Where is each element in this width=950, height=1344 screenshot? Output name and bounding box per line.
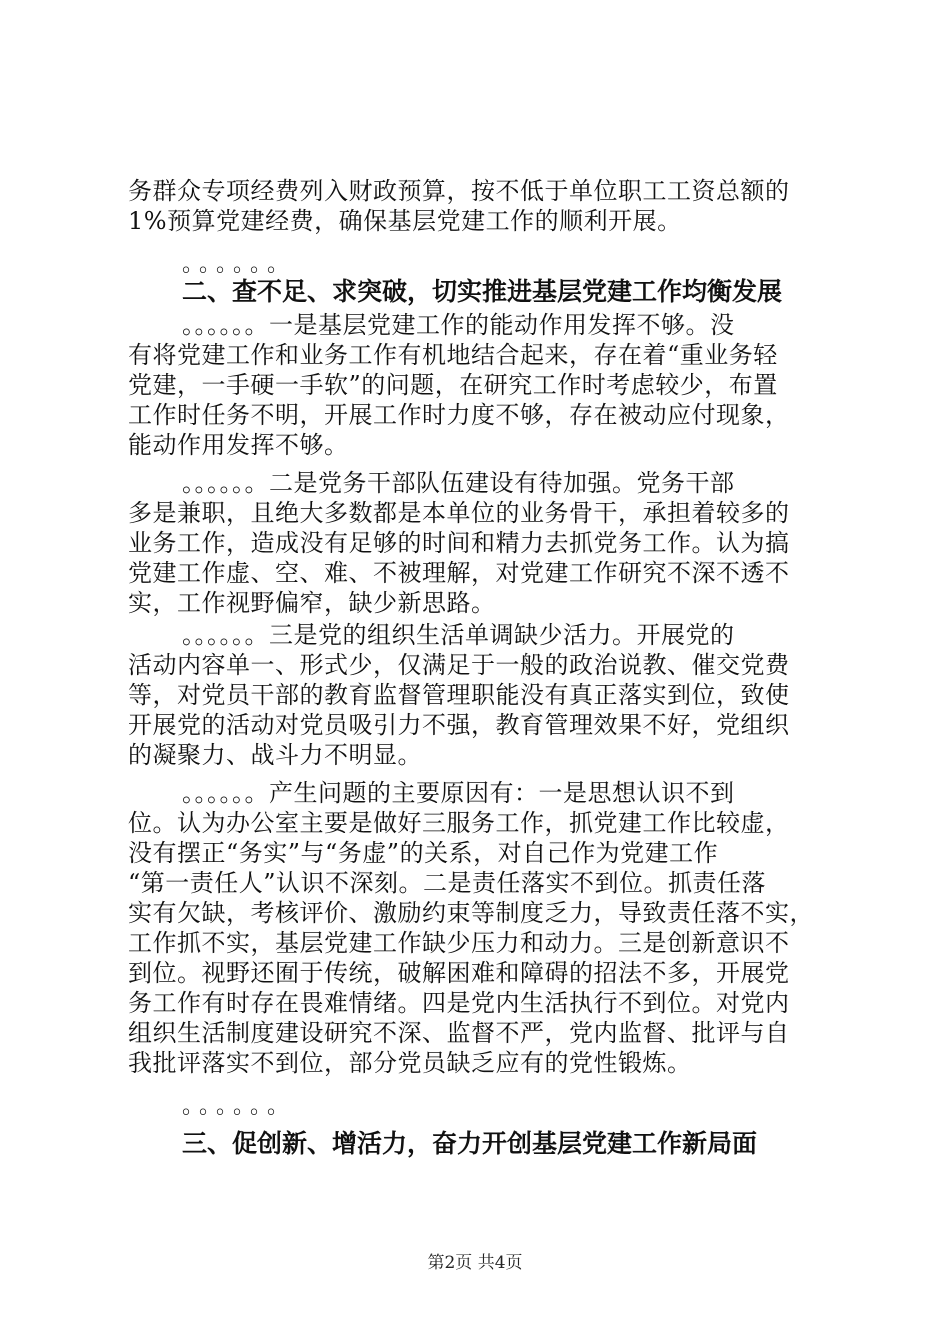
document-body	[128, 176, 830, 1162]
paragraph-3	[128, 620, 830, 770]
paragraph-line: 业务工作，造成没有足够的时间和精力去抓党务工作。认为搞	[128, 529, 790, 557]
paragraph-line: 的凝聚力、战斗力不明显。	[128, 741, 422, 769]
paragraph-4	[128, 778, 830, 1078]
paragraph-line: 党建，一手硬一手软”的问题，在研究工作时考虑较少，布置	[128, 371, 778, 399]
paragraph-line: 。。。。。。二是党务干部队伍建设有待加强。党务干部	[182, 469, 735, 497]
paragraph-line: 到位。视野还囿于传统，破解困难和障碍的招法不多，开展党	[128, 959, 790, 987]
paragraph-line: 实，工作视野偏窄，缺少新思路。	[128, 589, 496, 617]
spacer-dots: 。。。。。。	[182, 252, 296, 277]
paragraph-line: 务工作有时存在畏难情绪。四是党内生活执行不到位。对党内	[128, 989, 790, 1017]
paragraph-2	[128, 468, 830, 618]
paragraph-line: 务群众专项经费列入财政预算，按不低于单位职工工资总额的	[128, 177, 790, 205]
paragraph-line: 有将党建工作和业务工作有机地结合起来，存在着“重业务轻	[128, 341, 778, 369]
paragraph-1	[128, 310, 830, 460]
paragraph-line: 能动作用发挥不够。	[128, 431, 349, 459]
paragraph-line: 实有欠缺，考核评价、激励约束等制度乏力，导致责任落不实，	[128, 899, 814, 927]
page-number-footer: 第2页 共4页	[427, 1253, 523, 1273]
paragraph-line: 等，对党员干部的教育监督管理职能没有真正落实到位，致使	[128, 681, 790, 709]
paragraph-line: 多是兼职，且绝大多数都是本单位的业务骨干，承担着较多的	[128, 499, 790, 527]
paragraph-line: 我批评落实不到位，部分党员缺乏应有的党性锻炼。	[128, 1049, 692, 1077]
intro-paragraph	[128, 176, 830, 236]
paragraph-line: 党建工作虚、空、难、不被理解，对党建工作研究不深不透不	[128, 559, 790, 587]
paragraph-line: 工作时任务不明，开展工作时力度不够，存在被动应付现象，	[128, 401, 790, 429]
paragraph-line: 。。。。。。三是党的组织生活单调缺少活力。开展党的	[182, 621, 735, 649]
paragraph-line: 。。。。。。一是基层党建工作的能动作用发挥不够。没	[182, 311, 735, 339]
paragraph-line: 组织生活制度建设研究不深、监督不严，党内监督、批评与自	[128, 1019, 790, 1047]
paragraph-line: 工作抓不实，基层党建工作缺少压力和动力。三是创新意识不	[128, 929, 790, 957]
section-heading-2: 二、查不足、求突破，切实推进基层党建工作均衡发展	[182, 277, 783, 306]
paragraph-line: “第一责任人”认识不深刻。二是责任落实不到位。抓责任落	[128, 869, 767, 897]
paragraph-line: 位。认为办公室主要是做好三服务工作，抓党建工作比较虚，	[128, 809, 790, 837]
paragraph-line: 活动内容单一、形式少，仅满足于一般的政治说教、催交党费	[128, 651, 790, 679]
paragraph-line: 没有摆正“务实”与“务虚”的关系，对自己作为党建工作	[128, 839, 719, 867]
section-heading-3: 三、促创新、增活力，奋力开创基层党建工作新局面	[182, 1129, 758, 1158]
paragraph-line: 开展党的活动对党员吸引力不强，教育管理效果不好，党组织	[128, 711, 790, 739]
paragraph-line: 。。。。。。产生问题的主要原因有：一是思想认识不到	[182, 779, 735, 807]
paragraph-line: 1%预算党建经费，确保基层党建工作的顺利开展。	[128, 207, 682, 235]
spacer-dots: 。。。。。。	[182, 1094, 296, 1119]
